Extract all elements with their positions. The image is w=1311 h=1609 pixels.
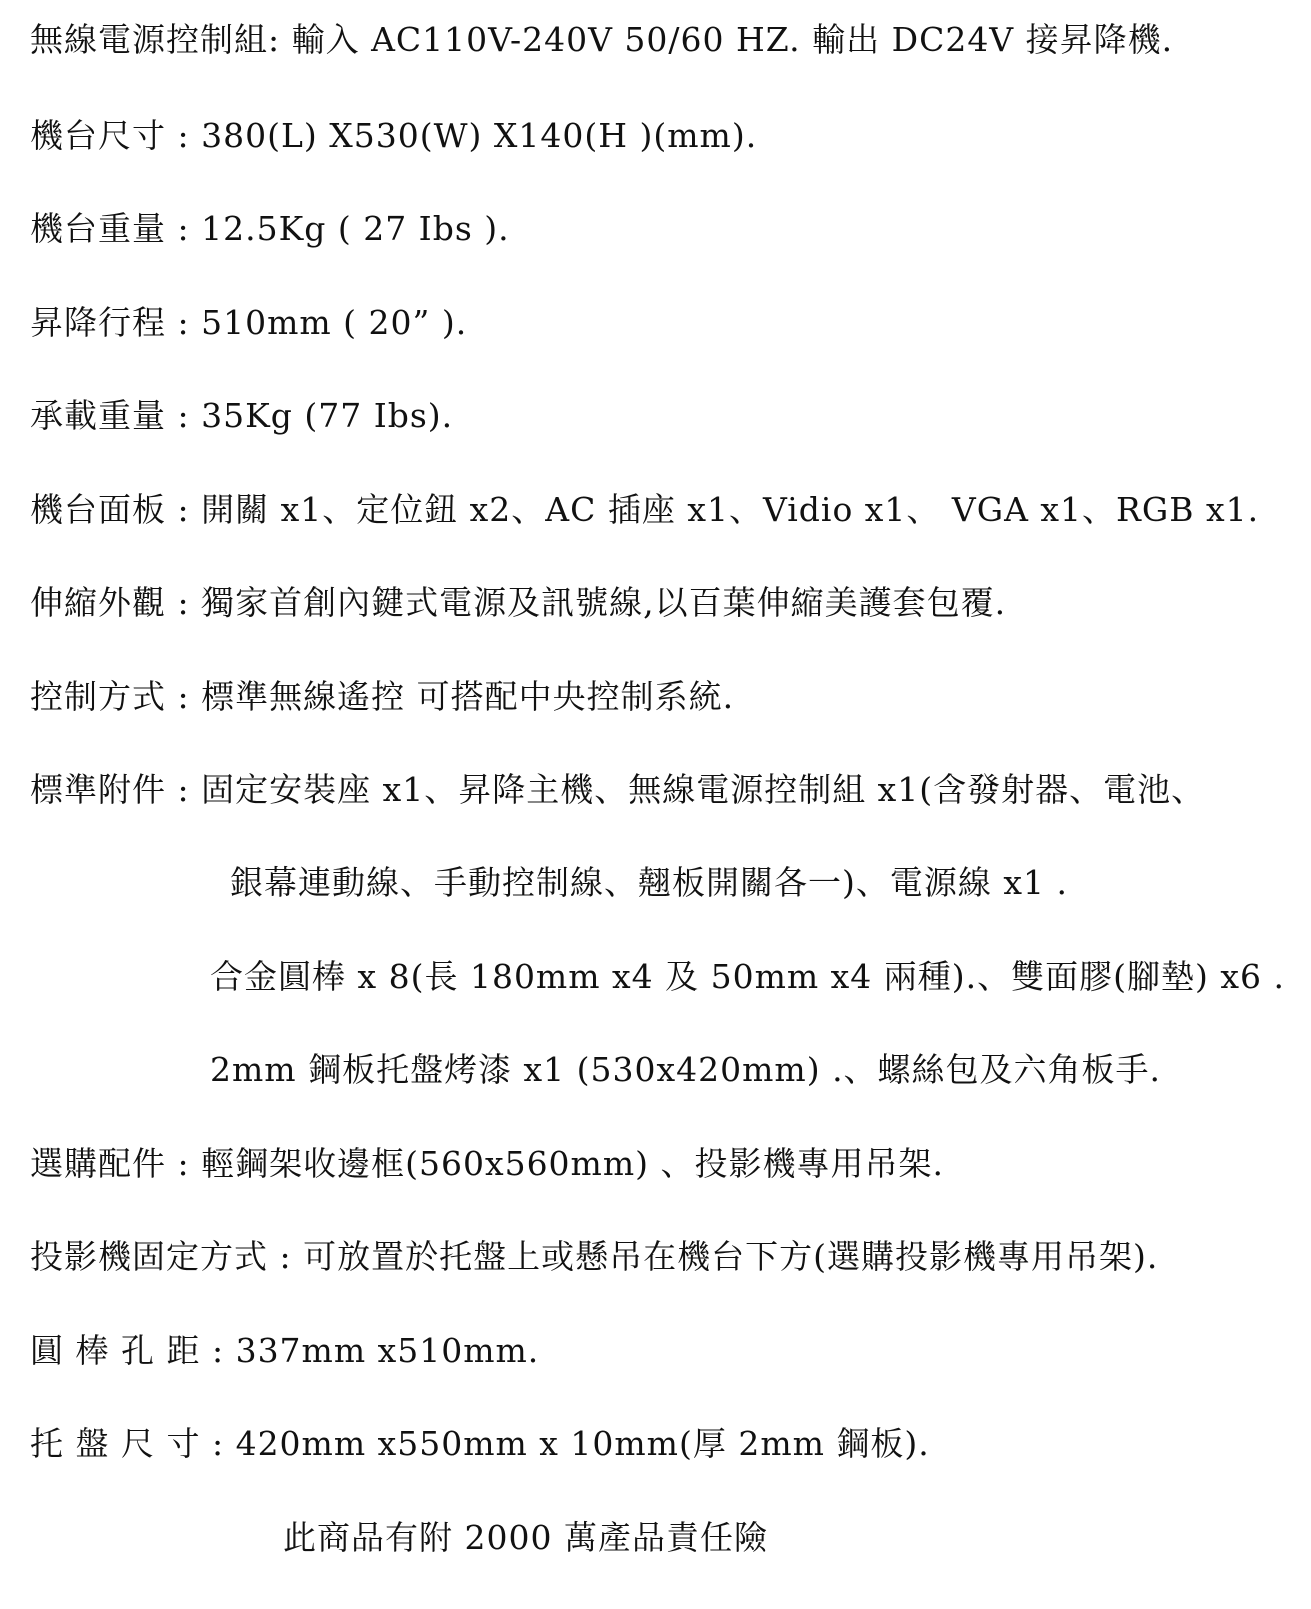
standard-accessories-cont-1: 銀幕連動線、手動控制線、翹板開關各一)、電源線 x1 . (230, 863, 1068, 902)
load-capacity: 承載重量 : 35Kg (77 Ibs). (30, 396, 454, 435)
standard-accessories: 標準附件 : 固定安裝座 x1、昇降主機、無線電源控制組 x1(含發射器、電池、 (30, 770, 1206, 809)
control-method: 控制方式 : 標準無線遙控 可搭配中央控制系統. (30, 677, 735, 716)
insurance-note: 此商品有附 2000 萬產品責任險 (283, 1518, 768, 1557)
lift-stroke: 昇降行程 : 510mm ( 20” ). (30, 303, 468, 342)
tray-dimensions: 托 盤 尺 寸 : 420mm x550mm x 10mm(厚 2mm 鋼板). (30, 1424, 930, 1463)
rod-hole-spacing: 圓 棒 孔 距 : 337mm x510mm. (30, 1331, 540, 1370)
machine-dimensions: 機台尺寸 : 380(L) X530(W) X140(H )(mm). (30, 116, 758, 155)
machine-weight: 機台重量 : 12.5Kg ( 27 Ibs ). (30, 209, 510, 248)
machine-panel: 機台面板 : 開關 x1、定位鈕 x2、AC 插座 x1、Vidio x1、 VGA x1、RGB x1. (30, 490, 1260, 529)
standard-accessories-cont-2: 合金圓棒 x 8(長 180mm x4 及 50mm x4 兩種).、雙面膠(腳墊) x6 . (210, 957, 1285, 996)
telescopic-appearance: 伸縮外觀 : 獨家首創內鍵式電源及訊號線,以百葉伸縮美護套包覆. (30, 583, 1007, 622)
standard-accessories-cont-3: 2mm 鋼板托盤烤漆 x1 (530x420mm) .、螺絲包及六角板手. (210, 1050, 1162, 1089)
optional-accessories: 選購配件 : 輕鋼架收邊框(560x560mm) 、投影機專用吊架. (30, 1144, 944, 1183)
projector-mounting: 投影機固定方式 : 可放置於托盤上或懸吊在機台下方(選購投影機專用吊架). (30, 1237, 1159, 1276)
power-control-spec: 無線電源控制組: 輸入 AC110V-240V 50/60 HZ. 輸出 DC24V 接昇降機. (30, 20, 1174, 59)
